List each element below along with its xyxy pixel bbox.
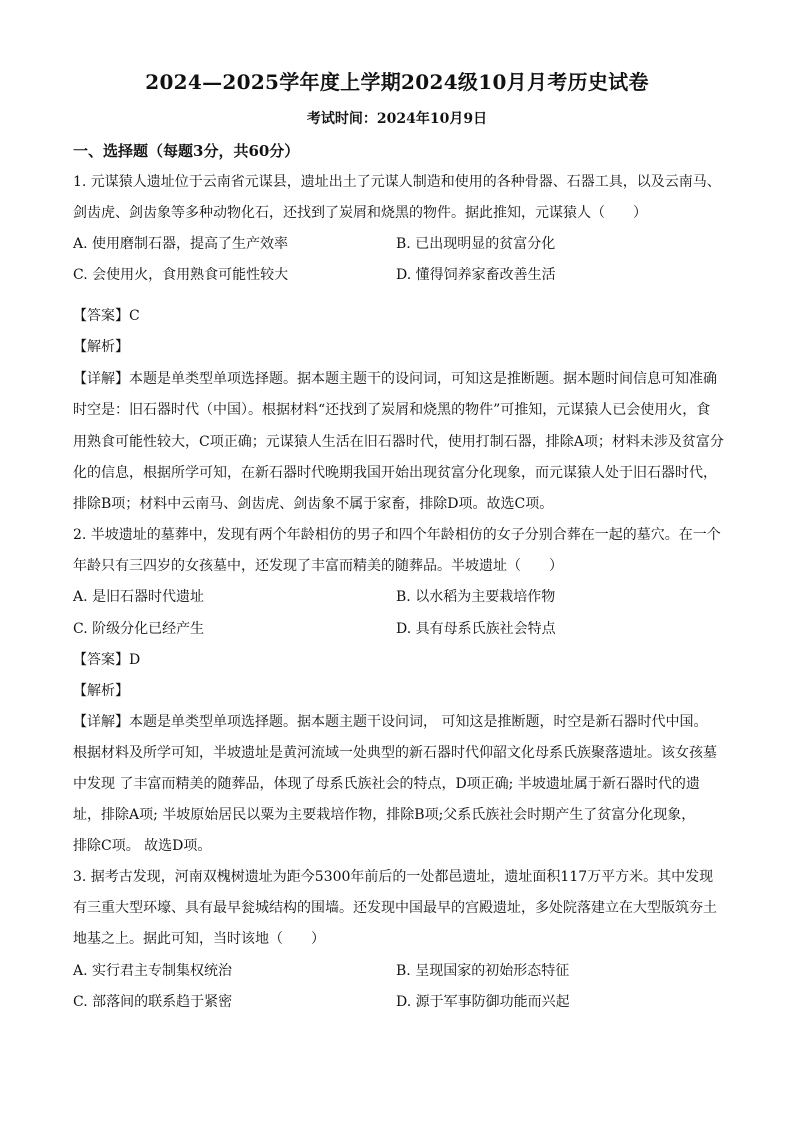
q2-option-c: C. 阶级分化已经产生 [73, 621, 205, 637]
exam-time: 考试时间：2024年10月9日 [306, 111, 488, 127]
q2-detail-line: 中发现 了丰富而精美的随葬品，体现了母系氏族社会的特点，D项正确; 半坡遗址属于新石器时代的遗 [73, 776, 700, 792]
q1-detail-line: 化的信息，根据所学可知，在新石器时代晚期我国开始出现贫富分化现象，而元谋猿人处于旧石器时代， [73, 465, 717, 481]
q2-stem-line: 年龄只有三四岁的女孩墓中，还发现了丰富而精美的随葬品。半坡遗址（ ） [73, 558, 563, 574]
q3-option-b: B. 呈现国家的初始形态特征 [396, 963, 570, 979]
q3-stem-line: 地基之上。据此可知，当时该地（ ） [73, 931, 325, 947]
q1-option-d: D. 懂得饲养家畜改善生活 [396, 267, 556, 283]
q1-analysis-label: 【解析】 [73, 339, 129, 355]
q2-answer: 【答案】D [73, 652, 141, 668]
q1-detail-line: 【详解】本题是单类型单项选择题。据本题主题干的设问词，可知这是推断题。据本题时间信息可知准确 [73, 371, 717, 387]
section-heading: 一、选择题（每题3分，共60分） [73, 142, 300, 160]
q3-option-d: D. 源于军事防御功能而兴起 [396, 994, 570, 1010]
q3-stem-line: 有三重大型环壕、具有最早瓮城结构的围墙。还发现中国最早的宫殿遗址，多处院落建立在大型版筑夯土 [73, 900, 717, 916]
q1-answer: 【答案】C [73, 308, 140, 324]
q1-stem-line: 1. 元谋猿人遗址位于云南省元谋县，遗址出土了元谋人制造和使用的各种骨器、石器工具，以及云南马、 [73, 174, 721, 190]
q2-analysis-label: 【解析】 [73, 683, 129, 699]
q2-detail-line: 排除C项。 故选D项。 [73, 838, 212, 854]
q1-detail-line: 用熟食可能性较大，C项正确；元谋猿人生活在旧石器时代，使用打制石器，排除A项；材料未涉及贫富分 [73, 434, 724, 450]
q1-option-b: B. 已出现明显的贫富分化 [396, 236, 556, 252]
q2-stem-line: 2. 半坡遗址的墓葬中，发现有两个年龄相仿的男子和四个年龄相仿的女子分别合葬在一起的墓穴。在一个 [73, 527, 721, 543]
q2-detail-line: 根据材料及所学可知，半坡遗址是黄河流域一处典型的新石器时代仰韶文化母系氏族聚落遗址。该女孩墓 [73, 745, 717, 761]
q1-detail-line: 时空是：旧石器时代（中国）。根据材料“还找到了炭屑和烧黑的物件”可推知，元谋猿人已会使用火，食 [73, 402, 711, 418]
q2-detail-line: 址，排除A项; 半坡原始居民以粟为主要栽培作物，排除B项;父系氏族社会时期产生了贫富分化现象， [73, 807, 696, 823]
q2-option-b: B. 以水稻为主要栽培作物 [396, 589, 556, 605]
q3-option-c: C. 部落间的联系趋于紧密 [73, 994, 233, 1010]
q1-stem-line: 剑齿虎、剑齿象等多种动物化石，还找到了炭屑和烧黑的物件。据此推知，元谋猿人（ ） [73, 205, 647, 221]
q3-stem-line: 3. 据考古发现，河南双槐树遗址为距今5300年前后的一处都邑遗址，遗址面积117万平方米。其中发现 [73, 869, 714, 885]
exam-title: 2024—2025学年度上学期2024级10月月考历史试卷 [145, 70, 649, 94]
q1-option-a: A. 使用磨制石器，提高了生产效率 [73, 236, 289, 252]
q1-detail-line: 排除B项；材料中云南马、剑齿虎、剑齿象不属于家畜，排除D项。故选C项。 [73, 496, 554, 512]
q3-option-a: A. 实行君主专制集权统治 [73, 963, 233, 979]
q2-detail-line: 【详解】本题是单类型单项选择题。据本题主题干设问词， 可知这是推断题，时空是新石器时代中国。 [73, 714, 708, 730]
q2-option-a: A. 是旧石器时代遗址 [73, 589, 205, 605]
q2-option-d: D. 具有母系氏族社会特点 [396, 621, 556, 637]
q1-option-c: C. 会使用火，食用熟食可能性较大 [73, 267, 289, 283]
